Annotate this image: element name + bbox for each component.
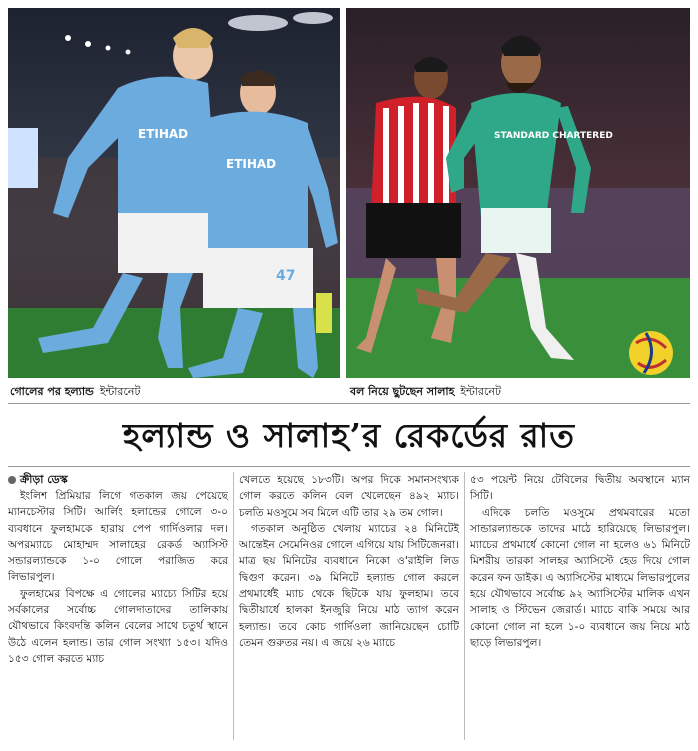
jersey-number: 47 xyxy=(276,268,296,284)
paragraph: ইংলিশ প্রিমিয়ার লিগে গতকাল জয় পেয়েছে ম্যানচেস্টার সিটি। আর্লিং হলান্ডের গোলে ৩-০ ব্যবধানে ফুলহামকে হারায় পেপ গার্দিওলার দল। অপরম্যাচে মোহাম্মদ সালাহের রেকর্ড অ্যাসিস্ট সন্ডারল্যান্ডকে ১-০ গোলে পরাজিত করে লিভারপুল। xyxy=(8,490,228,584)
caption-source: ইন্টারনেট xyxy=(460,385,501,398)
column-3 xyxy=(470,472,690,744)
bullet-icon xyxy=(8,476,16,484)
article-body xyxy=(8,472,690,744)
caption-text: গোলের পর হল্যান্ড xyxy=(10,385,94,398)
photo-caption-right xyxy=(350,382,501,402)
paragraph: ফুলহামের বিপক্ষে এ গোলের ম্যাচ্যে সিটির হয়ে সর্বকালের সর্বোচ্চ গোলদাতাদের তালিকায় যৌথভাবে কিংবদন্তি কলিন বেলের সাথে চতুর্থ স্থানে উঠে এলেন হলান্ড। তার গোল সংখ্যা ১৫৩। যদিও ১৫৩ গোল করতে ম্যাচ xyxy=(8,587,228,665)
paragraph: গতকাল অনুষ্ঠিত খেলায় ম্যাচের ২৪ মিনিটেই আন্তেইন সেমেনিওর গোলে এগিয়ে যায় সিটিজেনরা। মাত্র ছয় মিনিটের ব্যবধানে নিকো ও'রাইলি লিড দ্বিগুণ করেন। ৩৯ মিনিটে হল্যান্ড গোল করলে প্রথমার্ধেই ম্যাচ থেকে ছিটকে যায় ফুলহাম। তবে দ্বিতীয়ার্ধে হালকা ইনজুরি নিয়ে মাঠ ত্যাগ করেন হল্যান্ড। তবে কোচ গার্দিওলা জানিয়েছেন চোটি তেমন গুরুতর নয়। এ জয়ে ২৬ ম্যাচে xyxy=(239,522,459,649)
photo-haaland-celebration xyxy=(8,8,340,378)
haaland-jersey-sponsor: ETIHAD xyxy=(138,127,189,141)
caption-text: বল নিয়ে ছুটছেন সালাহ xyxy=(350,385,455,398)
column-2 xyxy=(239,472,459,744)
byline xyxy=(8,472,228,488)
photo-salah-running xyxy=(346,8,690,378)
caption-source: ইন্টারনেট xyxy=(99,385,141,398)
foden-jersey-sponsor: ETIHAD xyxy=(226,157,277,171)
photo-caption-left xyxy=(10,382,140,402)
desk-label: ক্রীড়া ডেস্ক xyxy=(20,473,68,486)
headline: হল্যান্ড ও সালাহ’র রেকর্ডের রাত xyxy=(123,416,575,455)
paragraph: ৫৩ পয়েন্ট নিয়ে টেবিলের দ্বিতীয় অবস্থানে ম্যান সিটি। xyxy=(470,474,690,503)
paragraph: এদিকে চলতি মওসুমে প্রথমবারের মতো সান্ডারল্যান্ডকে তাদের মাঠে হারিয়েছে লিভারপুল। ম্যাচের প্রথমার্ধে কোনো গোল না হলেও ৬১ মিনিটে মিশরীয় তারকা সালহর অ্যাসিস্টে হেড দিয়ে গোল করেন ফন ডাইক। এ অ্যাসিস্টের মাধ্যমে লিভারপুলের হয়ে যৌথভাবে সর্বোচ্চ ৯২ অ্যাসিস্টের মালিক এখন সালাহ ও স্টিভেন জেরার্ড। ম্যাচে বাকি সময়ে আর কোনো গোল না হলে ১-০ ব্যবধানে জয় নিয়ে মাঠ ছাড়ে লিভারপুল। xyxy=(470,506,690,649)
divider xyxy=(8,466,690,467)
column-1 xyxy=(8,472,228,744)
paragraph: খেলতে হয়েছে ১৮৩টি। অপর দিকে সমানসংখ্যক গোল করতে কলিন বেল খেলেছেন ৪৯২ ম্যাচ। চলতি মওসুমে সব মিলে এটি তার ২৯ তম গোল। xyxy=(239,474,459,519)
divider xyxy=(8,403,690,404)
salah-jersey-sponsor: STANDARD CHARTERED xyxy=(494,131,613,141)
